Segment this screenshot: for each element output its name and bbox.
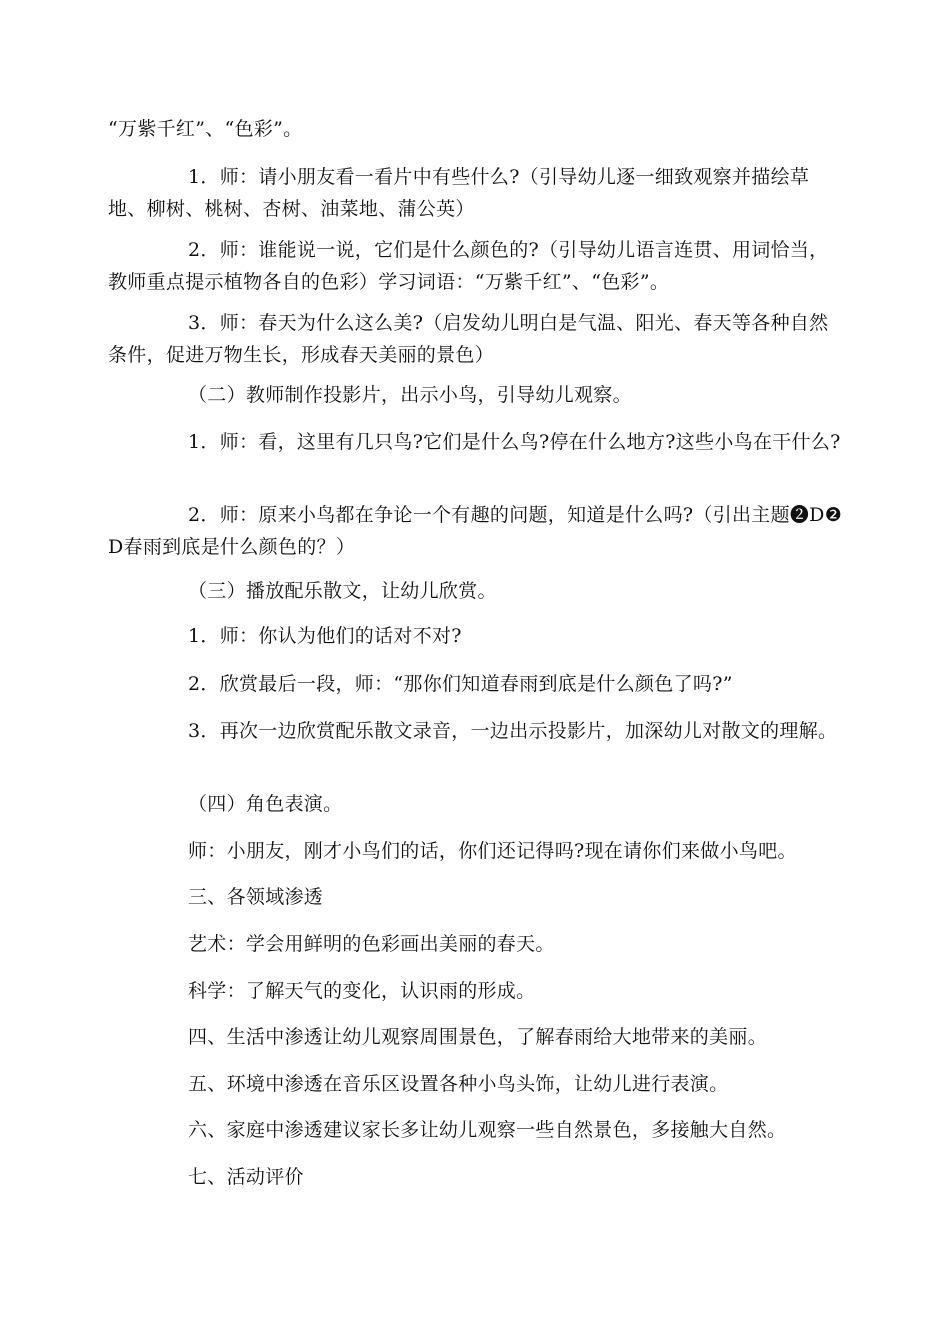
paragraph-question-1: 1．师：请小朋友看一看片中有些什么?（引导幼儿逐一细致观察并描绘草地、柳树、桃树、杏树、油菜地、蒲公英） (108, 166, 810, 220)
section-heading-five: 五、环境中渗透在音乐区设置各种小鸟头饰，让幼儿进行表演。 (188, 1073, 729, 1095)
section-heading-4: （四）角色表演。 (188, 793, 343, 815)
paragraph-art: 艺术：学会用鲜明的色彩画出美丽的春天。 (188, 933, 555, 955)
paragraph-question-2: 2．师：谁能说一说，它们是什么颜色的?（引导幼儿语言连贯、用词恰当，教师重点提示植物各自的色彩）学习词语：“万紫千红”、“色彩”。 (108, 239, 829, 293)
paragraph-vocab-continuation: “万紫千红”、“色彩”。 (108, 118, 303, 140)
paragraph-bird-question-2: 2．师：原来小鸟都在争论一个有趣的问题，知道是什么吗?（引出主题❷D❷D春雨到底是什么颜色的？） (108, 504, 843, 558)
section-heading-six: 六、家庭中渗透建议家长多让幼儿观察一些自然景色，多接触大自然。 (188, 1119, 787, 1141)
section-heading-seven: 七、活动评价 (188, 1166, 304, 1188)
section-heading-three: 三、各领域渗透 (188, 886, 324, 908)
paragraph-appreciate-1: 1．师：你认为他们的话对不对? (188, 625, 462, 647)
paragraph-appreciate-3: 3．再次一边欣赏配乐散文录音，一边出示投影片，加深幼儿对散文的理解。 (188, 720, 838, 742)
section-heading-four: 四、生活中渗透让幼儿观察周围景色，了解春雨给大地带来的美丽。 (188, 1026, 768, 1048)
paragraph-question-3: 3．师：春天为什么这么美?（启发幼儿明白是气温、阳光、春天等各种自然条件，促进万物生长，形成春天美丽的景色） (108, 312, 829, 366)
paragraph-appreciate-2: 2．欣赏最后一段，师：“那你们知道春雨到底是什么颜色了吗?” (188, 673, 733, 695)
paragraph-role-play: 师：小朋友，刚才小鸟们的话，你们还记得吗?现在请你们来做小鸟吧。 (188, 840, 797, 862)
paragraph-bird-question-1: 1．师：看，这里有几只鸟?它们是什么鸟?停在什么地方?这些小鸟在干什么? (188, 431, 841, 453)
section-heading-2: （二）教师制作投影片，出示小鸟，引导幼儿观察。 (188, 384, 632, 406)
paragraph-science: 科学：了解天气的变化，认识雨的形成。 (188, 980, 536, 1002)
section-heading-3: （三）播放配乐散文，让幼儿欣赏。 (188, 580, 497, 602)
